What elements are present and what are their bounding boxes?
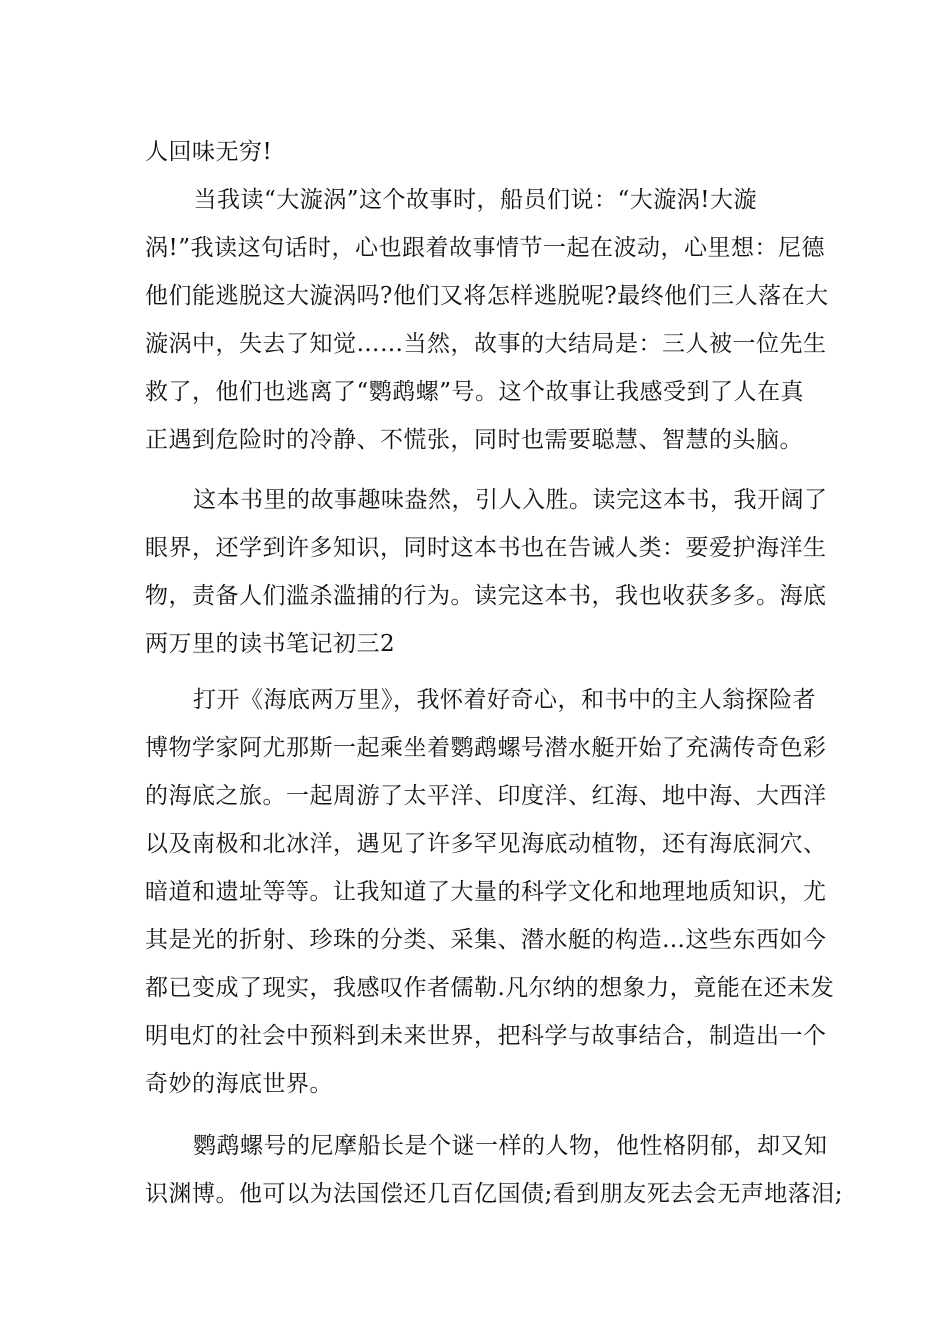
text-line: 漩涡中，失去了知觉……当然，故事的大结局是：三人被一位先生 bbox=[145, 331, 827, 357]
text-line: 的海底之旅。一起周游了太平洋、印度洋、红海、地中海、大西洋 bbox=[145, 783, 827, 809]
text-line: 其是光的折射、珍珠的分类、采集、潜水艇的构造…这些东西如今 bbox=[145, 927, 827, 953]
text-line: 奇妙的海底世界。 bbox=[145, 1071, 333, 1097]
text-line: 眼界，还学到许多知识，同时这本书也在告诫人类：要爱护海洋生 bbox=[145, 535, 827, 561]
text-line: 物，责备人们滥杀滥捕的行为。读完这本书，我也收获多多。海底 bbox=[145, 583, 827, 609]
text-line: 博物学家阿尤那斯一起乘坐着鹦鹉螺号潜水艇开始了充满传奇色彩 bbox=[145, 735, 827, 761]
text-line: 以及南极和北冰洋，遇见了许多罕见海底动植物，还有海底洞穴、 bbox=[145, 831, 827, 857]
text-line: 当我读“大漩涡”这个故事时，船员们说：“大漩涡!大漩 bbox=[170, 187, 758, 213]
text-line: 都已变成了现实，我感叹作者儒勒.凡尔纳的想象力，竟能在还未发 bbox=[145, 975, 835, 1001]
text-line: 鹦鹉螺号的尼摩船长是个谜一样的人物，他性格阴郁，却又知 bbox=[193, 1133, 828, 1159]
text-line: 人回味无穷! bbox=[145, 139, 273, 165]
text-line: 打开《海底两万里》，我怀着好奇心，和书中的主人翁探险者 bbox=[193, 687, 816, 713]
text-line: 涡!”我读这句话时，心也跟着故事情节一起在波动，心里想：尼德 bbox=[145, 235, 826, 261]
text-line: 他们能逃脱这大漩涡吗?他们又将怎样逃脱呢?最终他们三人落在大 bbox=[145, 283, 829, 309]
text-line: 救了，他们也逃离了“鹦鹉螺”号。这个故事让我感受到了人在真 bbox=[145, 379, 805, 405]
text-line: 识渊博。他可以为法国偿还几百亿国债;看到朋友死去会无声地落泪; bbox=[145, 1181, 843, 1207]
text-line: 暗道和遗址等等。让我知道了大量的科学文化和地理地质知识，尤 bbox=[145, 879, 827, 905]
text-line: 两万里的读书笔记初三2 bbox=[145, 631, 396, 657]
text-line: 正遇到危险时的冷静、不慌张，同时也需要聪慧、智慧的头脑。 bbox=[145, 427, 803, 453]
text-line: 这本书里的故事趣味盎然，引人入胜。读完这本书，我开阔了 bbox=[193, 487, 828, 513]
text-line: 明电灯的社会中预料到未来世界，把科学与故事结合，制造出一个 bbox=[145, 1023, 827, 1049]
